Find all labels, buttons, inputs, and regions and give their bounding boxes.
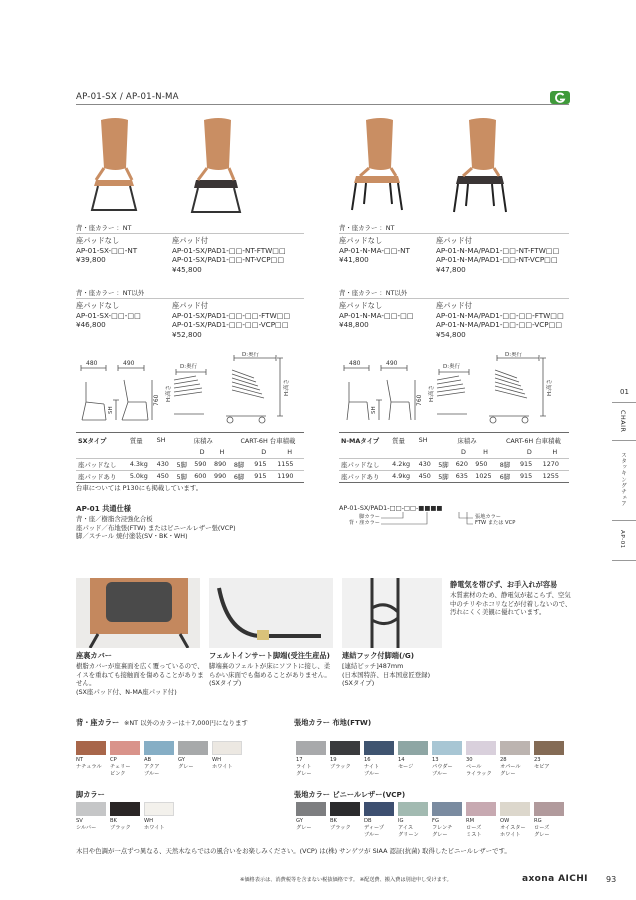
nopad-label: 座パッドなし xyxy=(76,236,120,245)
header-rule xyxy=(76,104,569,105)
nopad-label: 座パッドなし xyxy=(76,301,120,310)
table-row xyxy=(76,470,304,482)
cell: 1270 xyxy=(542,460,559,468)
swatch-name: ナイト ブルー xyxy=(364,764,380,777)
color-swatch xyxy=(178,741,208,755)
cell: 座パッドなし xyxy=(78,460,117,469)
sidebar-rule xyxy=(612,402,636,403)
sx-dimension-drawing xyxy=(76,352,306,428)
sx-seat-height-text: SH xyxy=(108,406,114,414)
seat-colors-title: 背・座カラー xyxy=(76,718,120,727)
color-swatch xyxy=(534,802,564,816)
color-swatch xyxy=(330,802,360,816)
header-cell: 質量 xyxy=(392,436,405,445)
nma-nt-color-label: 背・座カラー ：NT xyxy=(339,224,395,232)
chapter-label: CHAIR xyxy=(619,410,627,433)
cell: 915 xyxy=(254,472,267,480)
sx-chair-photos xyxy=(76,110,266,215)
nopad-code: AP-01-SX-□□-□□ xyxy=(76,310,141,320)
header-cell: H xyxy=(287,447,293,456)
header-cell: 床積み xyxy=(193,436,213,445)
pad-code-ftw: AP-01-SX/PAD1-□□-□□-FTW□□ xyxy=(172,310,291,320)
cell: 635 xyxy=(455,472,468,480)
fabric-ftw-title: 張地カラー 布地(FTW) xyxy=(294,718,372,727)
fabric-vcp-title: 張地カラー ビニールレザー(VCP) xyxy=(294,790,406,799)
color-swatch xyxy=(330,741,360,755)
fabric-color-label: 張地カラー xyxy=(475,514,501,520)
swatch-name: セピア xyxy=(534,764,550,770)
swatch-code: NT xyxy=(76,757,84,763)
table-subheader-row xyxy=(339,446,569,458)
sx-spec-table xyxy=(76,434,304,483)
nopad-code: AP-01-N-MA-□□-□□ xyxy=(339,310,414,320)
header-cell: N-MAタイプ xyxy=(341,436,380,445)
header-cell: H xyxy=(483,447,488,456)
swatch-name: フレンチ グレー xyxy=(432,825,453,838)
cell: 915 xyxy=(519,460,533,468)
nopad-price: ¥46,800 xyxy=(76,320,106,330)
header-cell: CART-6H 台車積載 xyxy=(505,436,561,445)
g-logo-icon xyxy=(550,89,570,108)
seat-color-label: 背・座カラー xyxy=(348,520,380,526)
swatch-code: 16 xyxy=(364,757,371,763)
cell: 990 xyxy=(214,472,227,480)
swatch-name: ナチュラル xyxy=(76,764,102,770)
pad-label: 座パッド付 xyxy=(436,236,472,245)
swatch-name: ホワイト xyxy=(212,764,233,770)
cell: 1025 xyxy=(475,472,492,480)
cell: 8脚 xyxy=(499,460,511,469)
divider xyxy=(76,298,304,299)
hook-photo xyxy=(342,578,442,648)
cell: 6脚 xyxy=(233,472,245,481)
sx-nt-color-label: 背・座カラー ：NT xyxy=(76,224,132,232)
table-row xyxy=(76,458,304,470)
color-swatch xyxy=(296,802,326,816)
table-subheader-row xyxy=(76,446,304,458)
table-header-row xyxy=(339,434,569,446)
swatch-code: BK xyxy=(110,818,117,824)
swatch-name: オパール グレー xyxy=(500,764,521,777)
nopad-price: ¥41,800 xyxy=(339,255,369,265)
seat-colors-note: ※NT 以外のカラーは＋7,000円になります xyxy=(124,719,248,727)
divider xyxy=(339,233,569,234)
fabric-type-label: FTW または VCP xyxy=(475,520,516,526)
nma-cart-depth-label: D:奥行 xyxy=(505,352,523,358)
cart-note: 台車については P130にも掲載しています。 xyxy=(76,484,203,492)
cell: 915 xyxy=(254,460,267,468)
pad-code-vcp: AP-01-SX/PAD1-□□-NT-VCP□□ xyxy=(172,255,285,265)
color-swatch xyxy=(432,741,462,755)
header-cell: H xyxy=(552,447,558,456)
header-cell: SXタイプ xyxy=(78,436,107,445)
cell: 4.2kg xyxy=(392,460,411,468)
color-swatch xyxy=(500,802,530,816)
tax-note: ※価格表示は、消費税等を含まない税抜価格です。 ※配送費、搬入費は別途申し受けます。 xyxy=(240,877,452,883)
leg-color-label: 脚カラー xyxy=(359,514,380,520)
color-swatch xyxy=(76,741,106,755)
nopad-code: AP-01-SX-□□-NT xyxy=(76,245,138,255)
cell: 5脚 xyxy=(176,472,187,481)
swatch-code: 13 xyxy=(432,757,439,763)
nopad-price: ¥48,800 xyxy=(339,320,369,330)
sx-width-text: 480 xyxy=(86,360,98,367)
nma-other-color-label: 背・座カラー ：NT以外 xyxy=(339,289,408,297)
swatch-name: ライト グレー xyxy=(296,764,312,777)
spec-line: 背・座／樹脂含浸強化合板 xyxy=(76,515,153,523)
cell: 5脚 xyxy=(438,472,449,481)
swatch-code: 17 xyxy=(296,757,303,763)
color-swatch xyxy=(110,802,140,816)
brand-logo: axona AICHI xyxy=(522,874,588,884)
leg-colors-title: 脚カラー xyxy=(76,790,105,799)
color-swatch xyxy=(466,802,496,816)
swatch-code: DB xyxy=(364,818,372,824)
feature-title: 連結フック付脚端(/G) xyxy=(342,651,415,660)
swatch-code: BK xyxy=(330,818,337,824)
swatch-code: SV xyxy=(76,818,83,824)
spec-line: 脚／スチール 焼付塗装(SV・BK・WH) xyxy=(76,532,188,541)
nma-nt-nopad xyxy=(339,236,410,265)
pad-label: 座パッド付 xyxy=(172,236,208,245)
header-cell: 質量 xyxy=(129,436,143,445)
pad-price: ¥52,800 xyxy=(172,330,202,340)
swatch-code: RM xyxy=(466,818,475,824)
swatch-code: WH xyxy=(144,818,154,824)
sx-other-pad xyxy=(172,301,290,340)
cell: 950 xyxy=(475,460,488,468)
swatch-name: ペール ライラック xyxy=(466,764,492,777)
nma-width-text: 480 xyxy=(349,360,361,367)
divider xyxy=(339,298,569,299)
nma-other-pad xyxy=(436,301,564,340)
swatch-name: ローズ ミスト xyxy=(466,825,482,838)
swatch-name: ホワイト xyxy=(144,825,165,831)
color-swatch xyxy=(212,741,242,755)
pad-code-vcp: AP-01-N-MA/PAD1-□□-□□-VCP□□ xyxy=(436,320,563,330)
swatch-name: アイス グリーン xyxy=(398,825,419,838)
cell: 915 xyxy=(519,472,533,480)
nma-spec-table xyxy=(339,434,569,483)
cell: 1255 xyxy=(542,472,559,480)
swatch-code: CP xyxy=(110,757,117,763)
swatch-code: RG xyxy=(534,818,542,824)
pad-code-ftw: AP-01-SX/PAD1-□□-NT-FTW□□ xyxy=(172,245,286,255)
cell: 座パッドなし xyxy=(341,460,380,469)
pad-price: ¥45,800 xyxy=(172,265,202,275)
sx-stack-height-label: H:高さ xyxy=(166,385,172,402)
cell: 4.3kg xyxy=(129,460,148,468)
nma-dimension-drawing xyxy=(339,352,569,428)
header-cell: 床積み xyxy=(457,436,477,445)
cell: 4.9kg xyxy=(392,472,411,480)
cell: 6脚 xyxy=(499,472,511,481)
sidebar-rule xyxy=(612,520,636,521)
category-label: スタッキングチェア xyxy=(620,452,626,507)
cell: 1190 xyxy=(277,472,294,480)
sidebar-rule xyxy=(612,440,636,441)
cell: 8脚 xyxy=(233,460,245,469)
cell: 890 xyxy=(214,460,227,468)
sx-other-nopad xyxy=(76,301,141,330)
nopad-price: ¥39,800 xyxy=(76,255,106,265)
nma-depth-text: 490 xyxy=(386,360,398,367)
swatch-code: 30 xyxy=(466,757,473,763)
sx-nt-pad xyxy=(172,236,286,275)
table-top-rule xyxy=(76,432,304,433)
color-swatch xyxy=(76,802,106,816)
nma-stack-height-label: H:高さ xyxy=(429,385,435,402)
nma-other-nopad xyxy=(339,301,414,330)
cell: 5.0kg xyxy=(129,472,148,480)
sx-nt-nopad xyxy=(76,236,137,265)
swatch-name: アクア ブルー xyxy=(144,764,160,777)
pad-code-ftw: AP-01-N-MA/PAD1-□□-NT-FTW□□ xyxy=(436,245,560,255)
header-cell: D xyxy=(461,447,466,456)
color-swatch xyxy=(398,741,428,755)
pad-price: ¥54,800 xyxy=(436,330,466,340)
sx-cart-height-label: H:高さ xyxy=(284,379,290,396)
color-swatch xyxy=(144,802,174,816)
swatch-code: GY xyxy=(296,818,303,824)
feature-text: [連結ピッチ]487mm (日本国特許、日本国意匠登録) (SXタイプ) xyxy=(342,662,431,688)
table-row xyxy=(339,470,569,482)
cell: 600 xyxy=(194,472,207,480)
sx-stack-depth-label: D:奥行 xyxy=(180,364,198,370)
color-swatch xyxy=(466,741,496,755)
pad-code-ftw: AP-01-N-MA/PAD1-□□-□□-FTW□□ xyxy=(436,310,564,320)
swatch-code: 14 xyxy=(398,757,405,763)
header-cell: H xyxy=(219,447,225,456)
sidebar-rule xyxy=(612,560,636,561)
sx-cart-depth-label: D:奥行 xyxy=(242,352,260,358)
cell: 1155 xyxy=(277,460,294,468)
color-swatch xyxy=(364,741,394,755)
table-row xyxy=(339,458,569,470)
swatch-name: グレー xyxy=(296,825,312,831)
nma-stack-depth-label: D:奥行 xyxy=(443,364,461,370)
cell: 430 xyxy=(156,460,169,468)
nopad-label: 座パッドなし xyxy=(339,301,383,310)
swatch-code: IG xyxy=(398,818,404,824)
swatch-name: ブラック xyxy=(330,825,351,831)
pad-label: 座パッド付 xyxy=(172,301,208,310)
nma-nt-pad xyxy=(436,236,559,275)
cell: 590 xyxy=(194,460,207,468)
color-swatch xyxy=(364,802,394,816)
cell: 450 xyxy=(156,472,169,480)
nma-height-text: 760 xyxy=(416,394,423,406)
swatch-name: シルバー xyxy=(76,825,97,831)
pad-price: ¥47,800 xyxy=(436,265,466,275)
cell: 座パッドあり xyxy=(78,472,117,481)
spec-line: 座パッド／布地張(FTW) またはビニールレザー張(VCP) xyxy=(76,523,236,532)
cell: 座パッドあり xyxy=(341,472,380,481)
divider xyxy=(76,233,304,234)
header-cell: D xyxy=(261,447,267,456)
swatch-name: ディープ ブルー xyxy=(364,825,385,838)
feature-title: フェルトインサート脚端(受注生産品) xyxy=(209,651,330,660)
swatch-name: ブラック xyxy=(330,764,351,770)
sx-other-color-label: 背・座カラー ：NT以外 xyxy=(76,289,145,297)
page-number: 93 xyxy=(606,875,617,884)
nma-chair-photos xyxy=(336,110,536,215)
common-spec-lines xyxy=(76,515,236,541)
color-swatch xyxy=(500,741,530,755)
cell: 5脚 xyxy=(438,460,449,469)
cell: 430 xyxy=(418,460,431,468)
swatch-code: AB xyxy=(144,757,152,763)
feature-text: 樹脂カバーが座裏面を広く覆っているので、イスを重ねても接触面を傷めることがありません。 (SX座パッド付、N-MA座パッド付) xyxy=(76,662,204,696)
color-swatch xyxy=(110,741,140,755)
nma-cart-height-label: H:高さ xyxy=(547,379,553,396)
nma-seat-height-text: SH xyxy=(371,406,377,414)
swatch-code: 19 xyxy=(330,757,337,763)
header-cell: D xyxy=(199,447,205,456)
sx-height-text: 760 xyxy=(153,394,160,406)
sx-depth-text: 490 xyxy=(123,360,135,367)
swatch-name: パウダー ブルー xyxy=(432,764,453,777)
swatch-name: チェリー ピンク xyxy=(110,764,131,777)
header-cell: SH xyxy=(156,436,166,444)
swatch-code: 28 xyxy=(500,757,507,763)
feature-text: 脚端裏のフェルトが床にソフトに接し、柔らかい床面でも傷めることがありません。 (SXタイプ) xyxy=(209,662,331,688)
page-title: AP-01-SX / AP-01-N-MA xyxy=(76,92,179,102)
color-swatch xyxy=(144,741,174,755)
pad-label: 座パッド付 xyxy=(436,301,472,310)
cell: 5脚 xyxy=(176,460,187,469)
model-label: AP-01 xyxy=(619,530,625,549)
chapter-number: 01 xyxy=(620,388,629,396)
bottom-note: 木目や色調が一点ずつ異なる、天然木ならではの風合いをお楽しみください。(VCP) は(株) サンゲツが SIAA 認証(抗菌) 取得したビニールレザーです。 xyxy=(76,847,511,855)
swatch-code: 23 xyxy=(534,757,541,763)
cell: 450 xyxy=(418,472,431,480)
color-swatch xyxy=(432,802,462,816)
feature-text: 木質素材のため、静電気が起こらず、空気中のチリやホコリなどが付着しないので、汚れにくく美観に優れています。 xyxy=(450,591,572,617)
table-top-rule xyxy=(339,432,569,433)
swatch-name: オイスター ホワイト xyxy=(500,825,526,838)
color-swatch xyxy=(534,741,564,755)
swatch-code: FG xyxy=(432,818,440,824)
color-swatch xyxy=(296,741,326,755)
pad-code-vcp: AP-01-SX/PAD1-□□-□□-VCP□□ xyxy=(172,320,289,330)
header-cell: SH xyxy=(418,436,428,444)
swatch-name: グレー xyxy=(178,764,194,770)
swatch-code: OW xyxy=(500,818,510,824)
swatch-code: GY xyxy=(178,757,185,763)
swatch-code: WH xyxy=(212,757,222,763)
table-header-row xyxy=(76,434,304,446)
swatch-name: ローズ グレー xyxy=(534,825,550,838)
feature-title: 静電気を帯びず、お手入れが容易 xyxy=(450,580,558,589)
nopad-code: AP-01-N-MA-□□-NT xyxy=(339,245,410,255)
header-cell: D xyxy=(526,447,532,456)
pad-code-vcp: AP-01-N-MA/PAD1-□□-NT-VCP□□ xyxy=(436,255,558,265)
felt-insert-photo xyxy=(209,578,333,648)
nopad-label: 座パッドなし xyxy=(339,236,383,245)
code-example: AP-01-SX/PAD1-□□-□□-■■■■ xyxy=(339,504,443,512)
swatch-name: ブラック xyxy=(110,825,131,831)
feature-title: 座裏カバー xyxy=(76,651,112,660)
cell: 620 xyxy=(455,460,468,468)
swatch-name: セージ xyxy=(398,764,414,770)
color-swatch xyxy=(398,802,428,816)
common-spec-title: AP-01 共通仕様 xyxy=(76,504,131,513)
header-cell: CART-6H 台車積載 xyxy=(240,436,296,445)
seat-cover-photo xyxy=(76,578,200,648)
